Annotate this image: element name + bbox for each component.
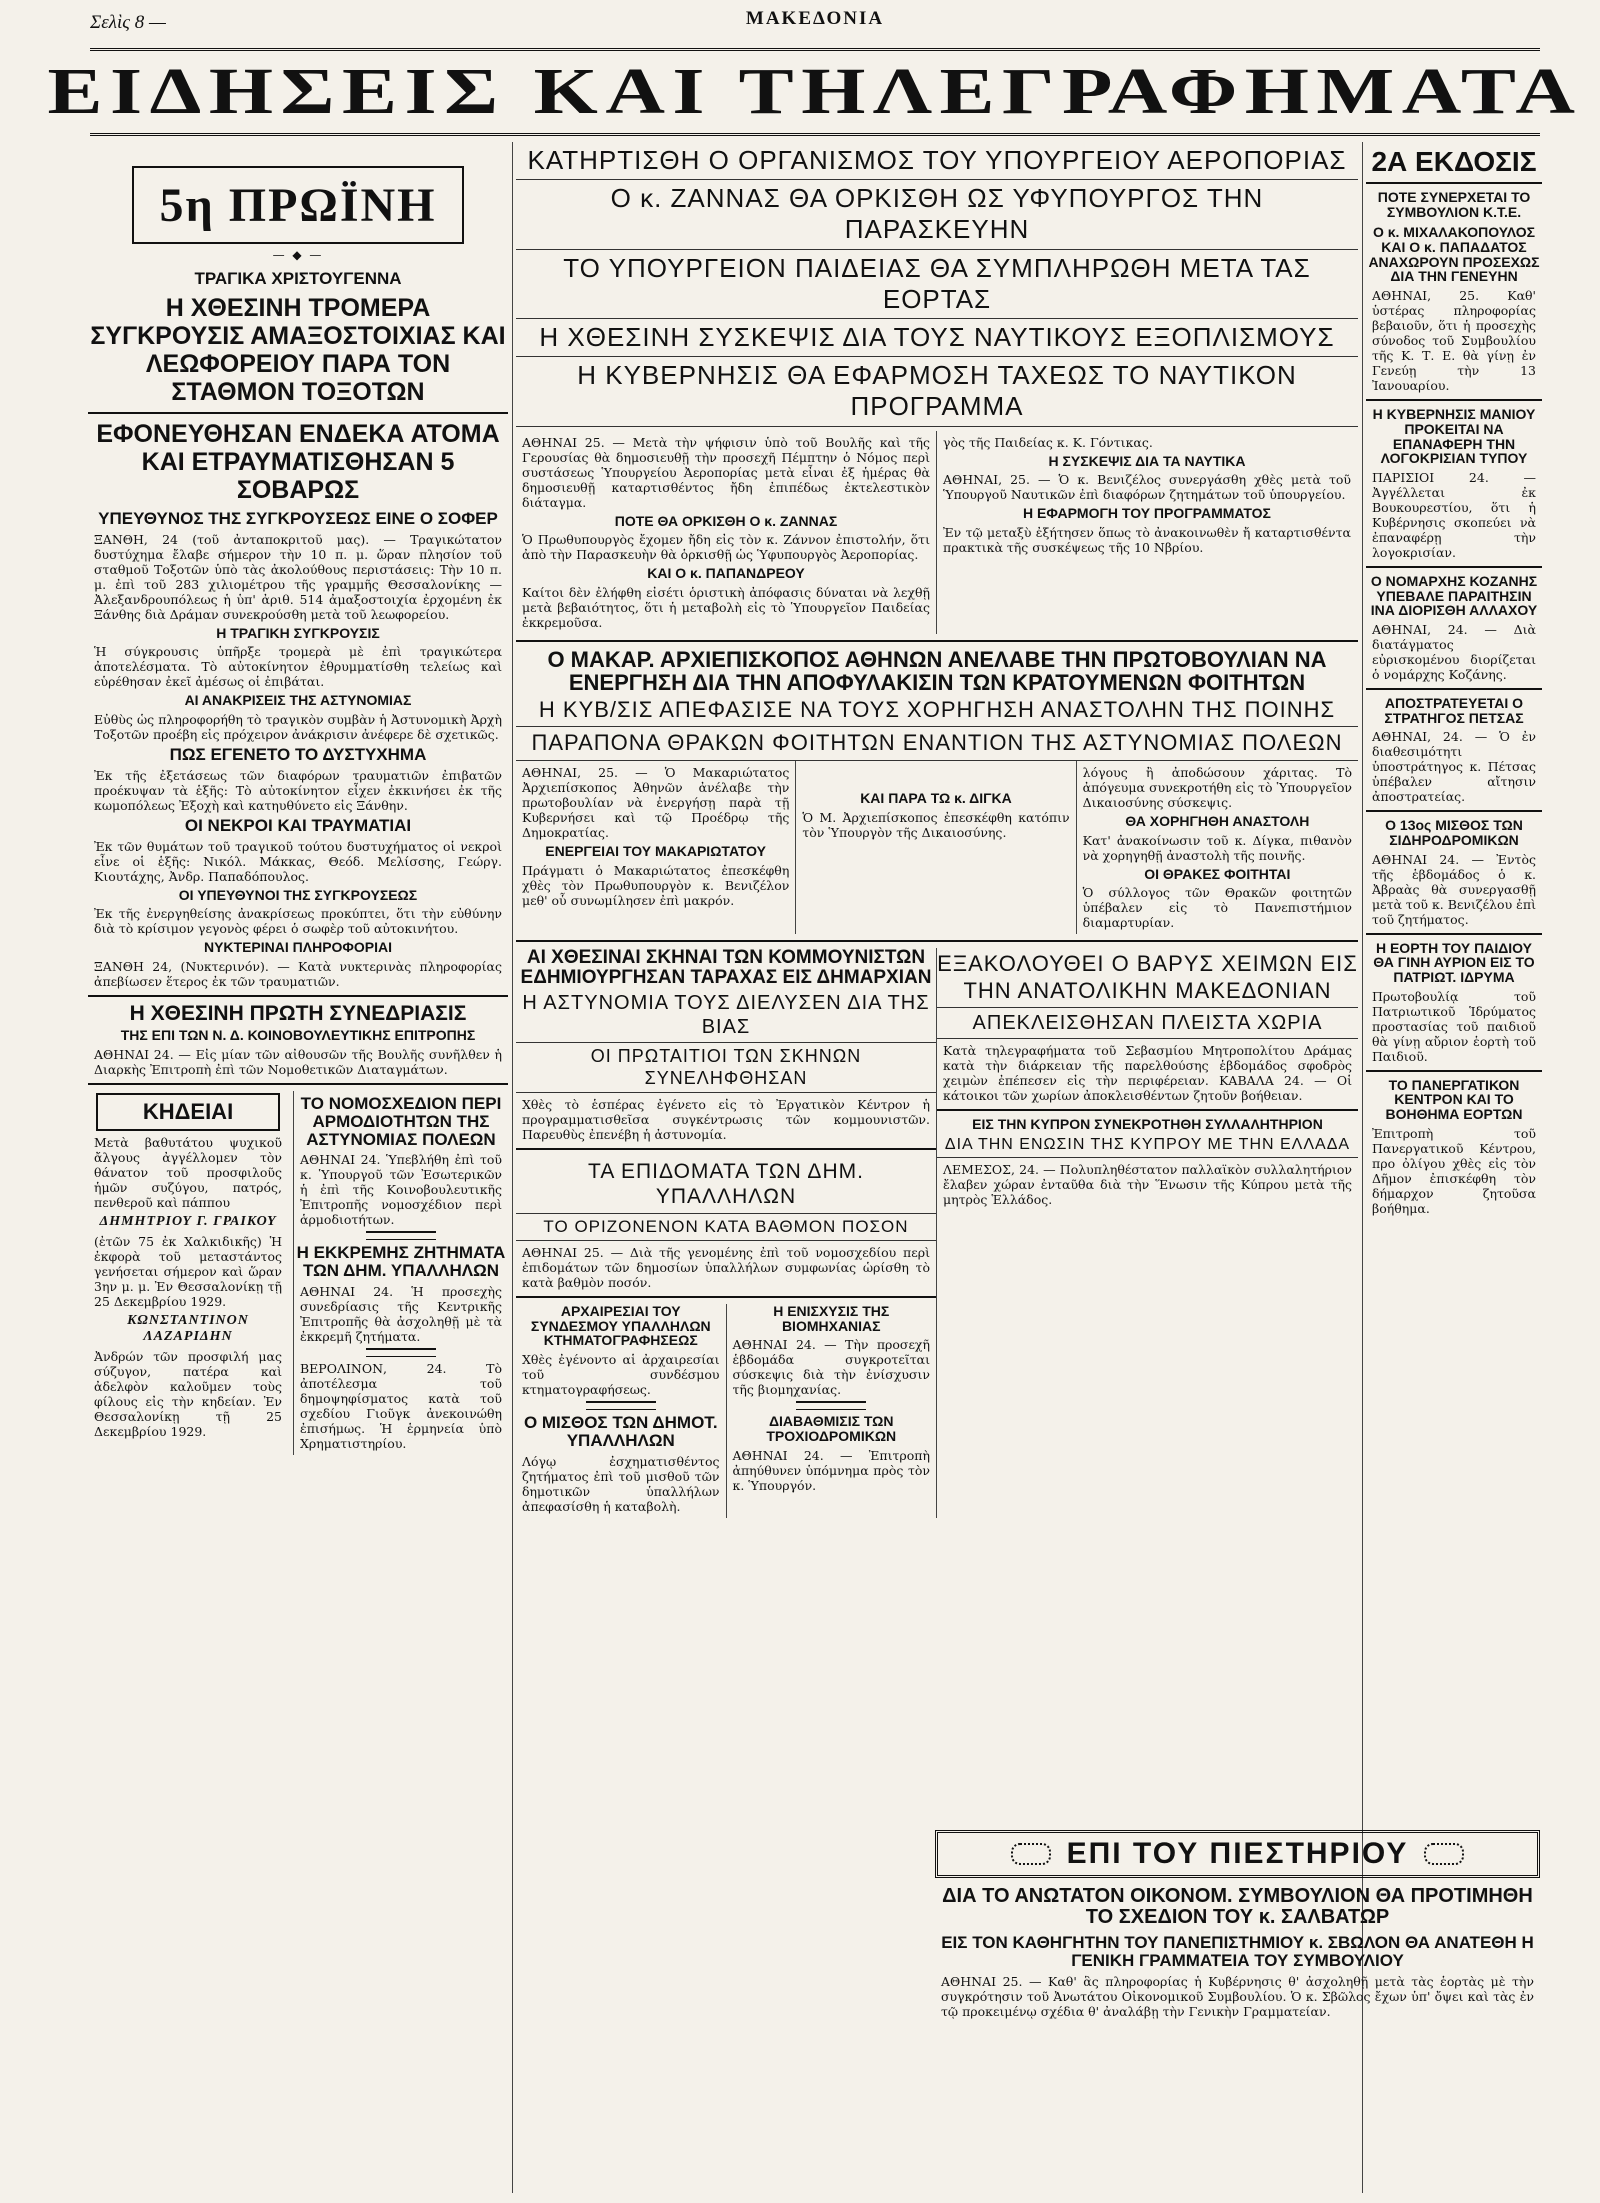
subcolumn (796, 761, 1076, 934)
divider (88, 1083, 508, 1085)
headline: ΕΙΣ ΤΗΝ ΚΥΠΡΟΝ ΣΥΝΕΚΡΟΤΗΘΗ ΣΥΛΛΑΛΗΤΗΡΙΟΝ (972, 1116, 1323, 1132)
headline: ΔΙΑ ΤΟ ΑΝΩΤΑΤΟΝ ΟΙΚΟΝΟΜ. ΣΥΜΒΟΥΛΙΟΝ ΘΑ ΠΡΟΤΙΜΗΘΗ ΤΟ ΣΧΕΔΙΟΝ ΤΟΥ κ. ΣΑΛΒΑΤΩΡ (942, 1885, 1533, 1928)
subcolumn (516, 761, 796, 934)
headline: ΤΑ ΕΠΙΔΟΜΑΤΑ ΤΩΝ ΔΗΜ. ΥΠΑΛΛΗΛΩΝ (516, 1156, 936, 1213)
column-rule (512, 142, 513, 2193)
divider (1366, 933, 1542, 935)
headline: ΚΑΤΗΡΤΙΣΘΗ Ο ΟΡΓΑΝΙΣΜΟΣ ΤΟΥ ΥΠΟΥΡΓΕΙΟΥ ΑΕΡΟΠΟΡΙΑΣ (516, 142, 1358, 180)
article-text: Κατὰ τηλεγραφήματα τοῦ Σεβασμίου Μητροπολίτου Δράμας κατὰ τὴν διάρκειαν τῆς παρελθούσης ἑβδομάδος σφοδρὸς χειμὼν ἐπέπεσεν εἰς τὴν περιφέρειαν. ΚΑΒΑΛΑ 24. — Οἱ κάτοικοι τῶν χωρίων ἀποκλεισθέντων ζητοῦν βοήθειαν. (943, 1043, 1352, 1103)
divider (516, 640, 1358, 642)
headline: ΤΟ ΟΡΙΖΟΝΕΝΟΝ ΚΑΤΑ ΒΑΘΜΟΝ ΠΟΣΟΝ (516, 1214, 936, 1241)
kicker: ΤΡΑΓΙΚΑ ΧΡΙΣΤΟΥΓΕΝΝΑ (194, 269, 402, 288)
article-text: Ἐπιτροπὴ τοῦ Πανεργατικοῦ Κέντρου, προ ὀλίγου χθὲς εἰς τὸν Δῆμον ἐπισκέφθη τὸν δήμαρχον ζητοῦσα βοήθημα. (1372, 1125, 1536, 1216)
article-text: ΑΘΗΝΑΙ 24. — Τὴν προσεχῆ ἑβδομάδα συγκροτεῖται σύσκεψις διὰ τὴν ἐνίσχυσιν τῆς βιομηχανίας. (732, 1337, 930, 1398)
article-text: Χθὲς ἐγένοντο αἱ ἀρχαιρεσίαι τοῦ συνδέσμου κτηματογραφήσεως. (522, 1352, 720, 1398)
headline: Η ΧΘΕΣΙΝΗ ΤΡΟΜΕΡΑ ΣΥΓΚΡΟΥΣΙΣ ΑΜΑΞΟΣΤΟΙΧΙΑΣ ΚΑΙ ΛΕΩΦΟΡΕΙΟΥ ΠΑΡΑ ΤΟΝ ΣΤΑΘΜΟΝ ΤΟΞΟΤΩΝ (90, 293, 506, 406)
article-text: Ἐκ τῆς ἐνεργηθείσης ἀνακρίσεως προκύπτει, ὅτι τὴν εὐθύνην διὰ τὸ κρίσιμον γεγονὸς φέρει ὁ σωφὲρ τοῦ αὐτοκινήτου. (94, 906, 502, 937)
article-text: ΑΘΗΝΑΙ, 24. — Διὰ διατάγματος εὐρισκομένου διορίζεται ὁ νομάρχης Κοζάνης. (1372, 621, 1536, 682)
ornament-divider: — ◆ — (272, 248, 324, 262)
headline: Η ΕΝΙΣΧΥΣΙΣ ΤΗΣ ΒΙΟΜΗΧΑΝΙΑΣ (773, 1303, 890, 1334)
article-text: Ὁ Πρωθυπουργὸς ἔχομεν ἤδη εἰς τὸν κ. Ζάννον ἐπιστολήν, ὅτι ἀπὸ τὴν Παρασκευὴν θὰ ὁρκισθῇ ὡς Ὑφυπουργὸς Ἀεροπορίας. (522, 532, 930, 563)
divider (937, 1109, 1358, 1111)
article-text: Εὐθὺς ὡς πληροφορήθη τὸ τραγικὸν συμβὰν ἡ Ἀστυνομικὴ Ἀρχὴ Τοξοτῶν προέβη εἰς πρόχειρον ἀνάκρισιν ἀνέφερε δὲ σχετικῶς. (94, 712, 502, 743)
obituary-header-box (96, 1093, 280, 1131)
article-text: Πράγματι ὁ Μακαριώτατος ἐπεσκέφθη χθὲς τὸν Πρωθυπουργὸν κ. Βενιζέλον μεθ' οὗ συνωμίλησεν ἐπὶ μακρόν. (522, 862, 790, 908)
headline: ΕΞΑΚΟΛΟΥΘΕΙ Ο ΒΑΡΥΣ ΧΕΙΜΩΝ ΕΙΣ ΤΗΝ ΑΝΑΤΟΛΙΚΗΝ ΜΑΚΕΔΟΝΙΑΝ (937, 948, 1358, 1008)
headline: Ο κ. ΖΑΝΝΑΣ ΘΑ ΟΡΚΙΣΘΗ ΩΣ ΥΦΥΠΟΥΡΓΟΣ ΤΗΝ ΠΑΡΑΣΚΕΥΗΝ (516, 180, 1358, 249)
divider (366, 1348, 436, 1357)
headline: Η ΑΣΤΥΝΟΜΙΑ ΤΟΥΣ ΔΙΕΛΥΣΕΝ ΔΙΑ ΤΗΣ ΒΙΑΣ (516, 988, 936, 1043)
headline: ΠΑΡΑΠΟΝΑ ΘΡΑΚΩΝ ΦΟΙΤΗΤΩΝ ΕΝΑΝΤΙΟΝ ΤΗΣ ΑΣΤΥΝΟΜΙΑΣ ΠΟΛΕΩΝ (516, 727, 1358, 760)
subhead: ΑΙ ΑΝΑΚΡΙΣΕΙΣ ΤΗΣ ΑΣΤΥΝΟΜΙΑΣ (184, 692, 412, 709)
edition-box (1366, 142, 1542, 184)
article-text: ΑΘΗΝΑΙ, 25. — Ὁ κ. Βενιζέλος συνεργάσθη χθὲς μετὰ τοῦ Ὑπουργοῦ Ναυτικῶν ἐπὶ διαφόρων ζητημάτων τοῦ ὑπουργείου. (943, 472, 1351, 503)
divider (796, 1401, 866, 1410)
headline: Η ΚΥΒΕΡΝΗΣΙΣ ΘΑ ΕΦΑΡΜΟΣΗ ΤΑΧΕΩΣ ΤΟ ΝΑΥΤΙΚΟΝ ΠΡΟΓΡΑΜΜΑ (516, 357, 1358, 426)
headline: Η ΕΟΡΤΗ ΤΟΥ ΠΑΙΔΙΟΥ ΘΑ ΓΙΝΗ ΑΥΡΙΟΝ ΕΙΣ ΤΟ ΠΑΤΡΙΩΤ. ΙΔΡΥΜΑ (1373, 939, 1535, 986)
subhead: ΘΑ ΧΟΡΗΓΗΘΗ ΑΝΑΣΤΟΛΗ (1125, 812, 1310, 829)
article-text: ΑΘΗΝΑΙ, 25. Καθ' ὑστέρας πληροφορίας βεβαιοῦν, ὅτι ἡ προσεχὴς σύνοδος τοῦ Συμβουλίου τῆς Κ. Τ. Ε. θὰ γίνῃ ἐν Γενεύῃ τὴν 13 Ἰανουαρίου. (1372, 288, 1536, 394)
headline: ΤΟ ΥΠΟΥΡΓΕΙΟΝ ΠΑΙΔΕΙΑΣ ΘΑ ΣΥΜΠΛΗΡΩΘΗ ΜΕΤΑ ΤΑΣ ΕΟΡΤΑΣ (516, 250, 1358, 319)
article-text: ΑΘΗΝΑΙ 24. — Ἐπιτροπὴ ἀπηύθυνεν ὑπόμνημα πρὸς τὸν κ. Ὑπουργόν. (732, 1447, 930, 1493)
obituary-text: Ἀνδρών τῶν προσφιλή μας σύζυγον, πατέρα καὶ ἀδελφὸν καλοῦμεν τοὺς φίλους εἰς τὴν κηδείαν. Ἐν Θεσσαλονίκῃ τῇ 25 Δεκεμβρίου 1929. (94, 1348, 282, 1439)
press-section (935, 1830, 1540, 2023)
subhead: Η ΣΥΣΚΕΨΙΣ ΔΙΑ ΤΑ ΝΑΥΤΙΚΑ (1048, 452, 1246, 469)
article-text: Πρωτοβουλίᾳ τοῦ Πατριωτικοῦ Ἱδρύματος προστασίας τοῦ παιδιοῦ θὰ γίνῃ αὔριον ἑορτὴ τοῦ Παιδιοῦ. (1372, 988, 1536, 1064)
obituary-text: (ἐτῶν 75 ἐκ Χαλκιδικῆς) Ἡ ἐκφορὰ τοῦ μεταστάντος γενήσεται σήμερον καὶ ὥραν 3ην μ. μ. Ἐν Θεσσαλονίκῃ τῇ 25 Δεκεμβρίου 1929. (94, 1233, 282, 1309)
divider (1366, 399, 1542, 401)
article-text: ΒΕΡΟΛΙΝΟΝ, 24. Τὸ ἀποτέλεσμα τοῦ δημοψηφίσματος κατὰ τοῦ σχεδίου Γιοῦγκ ἀνεκοινώθη ἐπισήμως. Ἡ ἑρμηνεία ὑπὸ Χρηματιστηρίου. (300, 1361, 502, 1452)
ornament-icon (1011, 1843, 1051, 1865)
divider (586, 1401, 656, 1410)
subhead: Η ΕΦΑΡΜΟΓΗ ΤΟΥ ΠΡΟΓΡΑΜΜΑΤΟΣ (1023, 505, 1271, 522)
subhead: ΟΙ ΝΕΚΡΟΙ ΚΑΙ ΤΡΑΥΜΑΤΙΑΙ (184, 815, 412, 835)
headline: Η ΚΥΒ/ΣΙΣ ΑΠΕΦΑΣΙΣΕ ΝΑ ΤΟΥΣ ΧΟΡΗΓΗΣΗ ΑΝΑΣΤΟΛΗΝ ΤΗΣ ΠΟΙΝΗΣ (516, 694, 1358, 727)
obituaries (88, 1091, 288, 1443)
subhead: ΕΝΕΡΓΕΙΑΙ ΤΟΥ ΜΑΚΑΡΙΩΤΑΤΟΥ (545, 842, 767, 859)
headline: Ο ΝΟΜΑΡΧΗΣ ΚΟΖΑΝΗΣ ΥΠΕΒΑΛΕ ΠΑΡΑΙΤΗΣΙΝ ΙΝΑ ΔΙΟΡΙΣΘΗ ΑΛΛΑΧΟΥ (1370, 572, 1538, 619)
column-left-sub (293, 1091, 508, 1455)
subhead: ΟΙ ΘΡΑΚΕΣ ΦΟΙΤΗΤΑΙ (1144, 865, 1291, 882)
paper-name: ΜΑΚΕΔΟΝΙΑ (745, 8, 885, 29)
headline: Η ΚΥΒΕΡΝΗΣΙΣ ΜΑΝΙΟΥ ΠΡΟΚΕΙΤΑΙ ΝΑ ΕΠΑΝΑΦΕΡΗ ΤΗΝ ΛΟΓΟΚΡΙΣΙΑΝ ΤΥΠΟΥ (1372, 406, 1536, 467)
subcolumn (516, 431, 937, 634)
article-text: Ἡ σύγκρουσις ὑπῆρξε τρομερὰ μὲ ἐπὶ τραγικώτερα ἀποτελέσματα. Τὸ αὐτοκίνητον ἐθρυμματίσθη τελείως καὶ εὑρέθησαν ἐκεῖ ἀμέσως οἱ ἐπιβάται. (94, 644, 502, 690)
article-text: ΑΘΗΝΑΙ 25. — Διὰ τῆς γενομένης ἐπὶ τοῦ νομοσχεδίου περὶ ἐπιδομάτων τῶν δημοσίων ὑπαλλήλων συμφωνίας ὡρίσθη τὸ κατὰ βαθμὸν ποσόν. (522, 1245, 930, 1291)
article-text: Ὁ σύλλογος τῶν Θρακῶν φοιτητῶν ὑπέβαλεν εἰς τὸ Πανεπιστήμιον διαμαρτυρίαν. (1082, 885, 1352, 931)
article-text: Ἐν τῷ μεταξὺ ἐξήτησεν ὅπως τὸ ἀνακοινωθὲν ἤ καταρτισθέντα πρακτικὰ τῆς συσκέψεως τῆς 10 Νβρίου. (943, 524, 1351, 555)
column-center (516, 142, 1358, 1518)
subcolumn (937, 948, 1358, 1518)
article-text: λόγους ἢ ἀποδώσουν χάριτας. Τὸ ἀπόγευμα συνεκροτήθη εἰς τὸ Ὑπουργεῖον Δικαιοσύνης σύσκεψις. (1082, 764, 1352, 810)
aero-section (516, 431, 1358, 634)
article-lead: ΞΑΝΘΗ, 24 (τοῦ ἀνταποκριτοῦ μας). — Τραγικώτατον δυστύχημα ἔλαβε σήμερον τὴν 10 π. μ. ὥραν πλησίον τοῦ σταθμοῦ Τοξοτῶν ὑπὸ τὰς ἀκολούθους περιστάσεις: Τὴν 10 π. μ. ἐπὶ τοῦ 283 χιλιομέτρου τῆς γραμμῆς Θεσσαλονίκης — Ἀλεξανδρουπόλεως ἡ ὑπ' ἀριθ. 514 ἀμαξοστοιχία ἐρχομένη ἐκ Ξάνθης διὰ Δράμαν συνεκρούσθη μετὰ τοῦ λεωφορείου. (94, 531, 502, 622)
subcolumn (516, 1304, 727, 1518)
article-text: Λόγῳ ἐσχηματισθέντος ζητήματος ἐπὶ τοῦ μισθοῦ τῶν δημοτικῶν ὑπαλλήλων ἀπεφασίσθη ἡ καταβολὴ. (522, 1453, 720, 1514)
subhead: ΟΙ ΥΠΕΥΘΥΝΟΙ ΤΗΣ ΣΥΓΚΡΟΥΣΕΩΣ (178, 886, 418, 903)
subhead: ΝΥΚΤΕΡΙΝΑΙ ΠΛΗΡΟΦΟΡΙΑΙ (203, 939, 393, 956)
article-text: ΑΘΗΝΑΙ 25. — Καθ' ἃς πληροφορίας ἡ Κυβέρνησις θ' ἀσχοληθῇ μετὰ τὰς ἑορτὰς μὲ τὴν συγκρότησιν τοῦ Ἀνωτάτου Οἰκονομικοῦ Συμβουλίου. Ὁ κ. Σβῶλος ἔχων ὑπ' ὄψει καὶ τὰς ἐν τῷ προκειμένῳ σχέδια θ' ἀναλάβῃ τὴν Γενικὴν Γραμματείαν. (941, 1973, 1534, 2019)
small-items (516, 1304, 936, 1518)
subhead: ΚΑΙ Ο κ. ΠΑΠΑΝΔΡΕΟΥ (647, 565, 805, 582)
headline: ΟΙ ΠΡΩΤΑΙΤΙΟΙ ΤΩΝ ΣΚΗΝΩΝ ΣΥΝΕΛΗΦΘΗΣΑΝ (516, 1043, 936, 1093)
lower-center (516, 948, 1358, 1518)
article-text: Χθὲς τὸ ἑσπέρας ἐγένετο εἰς τὸ Ἐργατικὸν Κέντρον ἡ προγραμματισθεῖσα συγκέντρωσις τῶν κομμουνιστῶν. Παρευθὺς ἐπενέβη ἡ ἀστυνομία. (522, 1097, 930, 1143)
article-text: ΑΘΗΝΑΙ 24. — Ἐντὸς τῆς ἑβδομάδος ὁ κ. Ἀβραὰς θὰ συνεργασθῇ μετὰ τοῦ κ. Βενιζέλου ἐπὶ τοῦ ζητήματος. (1372, 851, 1536, 927)
subheadline: ΤΗΣ ΕΠΙ ΤΩΝ Ν. Δ. ΚΟΙΝΟΒΟΥΛΕΥΤΙΚΗΣ ΕΠΙΤΡΟΠΗΣ (120, 1027, 476, 1044)
headline: ΑΙ ΧΘΕΣΙΝΑΙ ΣΚΗΝΑΙ ΤΩΝ ΚΟΜΜΟΥΝΙΣΤΩΝ ΕΔΗΜΙΟΥΡΓΗΣΑΝ ΤΑΡΑΧΑΣ ΕΙΣ ΔΗΜΑΡΧΙΑΝ (520, 947, 932, 989)
headline: Η ΧΘΕΣΙΝΗ ΠΡΩΤΗ ΣΥΝΕΔΡΙΑΣΙΣ (129, 1002, 467, 1026)
headline: ΑΡΧΑΙΡΕΣΙΑΙ ΤΟΥ ΣΥΝΔΕΣΜΟΥ ΥΠΑΛΛΗΛΩΝ ΚΤΗΜΑΤΟΓΡΑΦΗΣΕΩΣ (530, 1303, 711, 1349)
divider (1366, 566, 1542, 568)
article-text: ΑΘΗΝΑΙ 24. Ὑπεβλήθη ἐπὶ τοῦ κ. Ὑπουργοῦ τῶν Ἐσωτερικῶν ἡ ἐπὶ τῆς Κοινοβουλευτικῆς Ἐπιτροπῆς νομοσχέδιον περὶ ἁρμοδιοτήτων. (300, 1152, 502, 1228)
article-text: ΞΑΝΘΗ 24, (Νυκτερινόν). — Κατὰ νυκτερινὰς πληροφορίας ἀπεβίωσεν ἕτερος ἐκ τῶν τραυματιῶν. (94, 959, 502, 990)
article-text: Καίτοι δὲν ἐλήφθη εἰσέτι ὁριστικὴ ἀπόφασις δύναται νὰ λεχθῇ μετὰ βεβαιότητος, ὅτι ἡ μεταβολὴ εἰς τὸ Ὑπουργεῖον Παιδείας ἐκκρεμοῦσα. (522, 584, 930, 630)
subhead: ΠΟΤΕ ΘΑ ΟΡΚΙΣΘΗ Ο κ. ΖΑΝΝΑΣ (614, 512, 838, 529)
subhead: ΠΩΣ ΕΓΕΝΕΤΟ ΤΟ ΔΥΣΤΥΧΗΜΑ (169, 745, 427, 765)
headline: ΠΟΤΕ ΣΥΝΕΡΧΕΤΑΙ ΤΟ ΣΥΜΒΟΥΛΙΟΝ Κ.Τ.Ε. (1377, 189, 1531, 220)
article-text: Κατ' ἀνακοίνωσιν τοῦ κ. Δίγκα, πιθανὸν νὰ χορηγηθῇ ἀναστολὴ τῆς ποινῆς. (1082, 832, 1352, 863)
subcolumn (1077, 761, 1358, 934)
headline: Ο κ. ΜΙΧΑΛΑΚΟΠΟΥΛΟΣ ΚΑΙ Ο κ. ΠΑΠΑΔΑΤΟΣ ΑΝΑΧΩΡΟΥΝ ΠΡΟΣΕΧΩΣ ΔΙΑ ΤΗΝ ΓΕΝΕΥΗΝ (1368, 224, 1540, 285)
headline: ΑΠΕΚΛΕΙΣΘΗΣΑΝ ΠΛΕΙΣΤΑ ΧΩΡΙΑ (937, 1008, 1358, 1039)
headline: ΤΟ ΠΑΝΕΡΓΑΤΙΚΟΝ ΚΕΝΤΡΟΝ ΚΑΙ ΤΟ ΒΟΗΘΗΜΑ ΕΟΡΤΩΝ (1385, 1076, 1523, 1123)
masthead (90, 6, 1540, 34)
headline: Ο ΜΑΚΑΡ. ΑΡΧΙΕΠΙΣΚΟΠΟΣ ΑΘΗΝΩΝ ΑΝΕΛΑΒΕ ΤΗΝ ΠΡΩΤΟΒΟΥΛΙΑΝ ΝΑ ΕΝΕΡΓΗΣΗ ΔΙΑ ΤΗΝ ΑΠΟΦΥΛΑΚΙΣΙΝ ΤΩΝ ΚΡΑΤΟΥΜΕΝΩΝ ΦΟΙΤΗΤΩΝ (547, 646, 1327, 695)
edition-label: 5η ΠΡΩΪΝΗ (159, 178, 437, 232)
subcolumn (937, 431, 1357, 634)
divider (516, 940, 1358, 942)
section-banner (47, 48, 1583, 136)
article-text: ΑΘΗΝΑΙ 25. — Μετὰ τὴν ψήφισιν ὑπὸ τοῦ Βουλῆς καὶ τῆς Γερουσίας θὰ δημοσιευθῇ τὴν προσεχῆ Πέμπτην ὁ Νόμος περὶ συστάσεως Ὑπουργείου Ἀεροπορίας μετὰ εἶναι ἐξ ἡμέρας θὰ δημοσιευθῇ καταρτισθέντος ἤδη ἐπιπέδως ἐκτελεστικὸν διάταγμα. (522, 434, 930, 510)
article-text: Ὁ Μ. Ἀρχιεπίσκοπος ἐπεσκέφθη κατόπιν τὸν Ὑπουργὸν τῆς Δικαιοσύνης. (802, 809, 1070, 840)
obituary-intro: Μετὰ βαθυτάτου ψυχικοῦ ἄλγους ἀγγέλλομεν τὸν θάνατον τοῦ προσφιλοῦς ἡμῶν συζύγου, πατρός, πενθεροῦ καὶ πάππου (94, 1134, 282, 1210)
headline: ΑΠΟΣΤΡΑΤΕΥΕΤΑΙ Ο ΣΤΡΑΤΗΓΟΣ ΠΕΤΣΑΣ (1384, 694, 1524, 726)
article-text: γὸς τῆς Παιδείας κ. Κ. Γόντικας. (943, 434, 1153, 450)
edition-label: 2Α ΕΚΔΟΣΙΣ (1371, 146, 1537, 177)
headline: ΕΙΣ ΤΟΝ ΚΑΘΗΓΗΤΗΝ ΤΟΥ ΠΑΝΕΠΙΣΤΗΜΙΟΥ κ. ΣΒΩΛΟΝ ΘΑ ΑΝΑΤΕΘΗ Η ΓΕΝΙΚΗ ΓΡΑΜΜΑΤΕΙΑ ΤΟΥ ΣΥΜΒΟΥΛΙΟΥ (941, 1933, 1534, 1970)
page-number: Σελὶς 8 — (90, 12, 166, 33)
headline: Ο 13ος ΜΙΣΘΟΣ ΤΩΝ ΣΙΔΗΡΟΔΡΟΜΙΚΩΝ (1385, 817, 1523, 848)
obituary-name: ΚΩΝΣΤΑΝΤΙΝΟΝ ΛΑΖΑΡΙΔΗΝ (127, 1312, 249, 1344)
divider (88, 412, 508, 414)
divider (1366, 810, 1542, 812)
article-text: ΠΑΡΙΣΙΟΙ 24. — Ἀγγέλλεται ἐκ Βουκουρεστίου, ὅτι ἡ Κυβέρνησις σκοπεύει νὰ ἐπαναφέρῃ τὴν λογοκρισίαν. (1372, 469, 1536, 560)
divider (1366, 688, 1542, 690)
subcolumn (516, 948, 937, 1518)
ornament-icon (1424, 1843, 1464, 1865)
headline: ΔΙΑ ΤΗΝ ΕΝΩΣΙΝ ΤΗΣ ΚΥΠΡΟΥ ΜΕ ΤΗΝ ΕΛΛΑΔΑ (937, 1132, 1358, 1158)
press-header-box (935, 1830, 1540, 1878)
headline: ΕΦΟΝΕΥΘΗΣΑΝ ΕΝΔΕΚΑ ΑΤΟΜΑ ΚΑΙ ΕΤΡΑΥΜΑΤΙΣΘΗΣΑΝ 5 ΣΟΒΑΡΩΣ (96, 419, 500, 504)
divider (88, 995, 508, 997)
headline: Η ΕΚΚΡΕΜΗΣ ΖΗΤΗΜΑΤΑ ΤΩΝ ΔΗΜ. ΥΠΑΛΛΗΛΩΝ (296, 1243, 506, 1281)
headline: ΤΟ ΝΟΜΟΣΧΕΔΙΟΝ ΠΕΡΙ ΑΡΜΟΔΙΟΤΗΤΩΝ ΤΗΣ ΑΣΤΥΝΟΜΙΑΣ ΠΟΛΕΩΝ (300, 1093, 502, 1149)
divider (366, 1231, 436, 1240)
divider (1366, 1070, 1542, 1072)
article-text: ΑΘΗΝΑΙ 24. — Εἰς μίαν τῶν αἰθουσῶν τῆς Βουλῆς συνῆλθεν ἡ Διαρκὴς Ἐπιτροπὴ ἐπὶ τῶν Νομοθετικῶν Διαταγμάτων. (94, 1046, 502, 1077)
article-text: ΛΕΜΕΣΟΣ, 24. — Πολυπληθέστατον παλλαϊκὸν συλλαλητήριον ἔλαβεν χώραν ἐνταῦθα διὰ τὴν Ἕνωσιν τῆς Κύπρου μετὰ τῆς μητρὸς Ἑλλάδος. (943, 1161, 1352, 1207)
headline: ΔΙΑΒΑΘΜΙΣΙΣ ΤΩΝ ΤΡΟΧΙΟΔΡΟΜΙΚΩΝ (766, 1413, 897, 1445)
article-text: Ἐκ τῆς ἐξετάσεως τῶν διαφόρων τραυματιῶν ἐπιβατῶν προέκυψαν τὰ ἑξῆς: Τὸ αὐτοκίνητον εἶχεν ἐκκινήσει ἐκ τῆς κωμοπόλεως Ἐξοχὴ καὶ κατηυθύνετο εἰς Ξάνθην. (94, 767, 502, 813)
section-banner-title: ΕΙΔΗΣΕΙΣ ΚΑΙ ΤΗΛΕΓΡΑΦΗΜΑΤΑ (47, 55, 1583, 128)
edition-box (132, 166, 464, 244)
archbishop-section (516, 761, 1358, 934)
obituary-header: ΚΗΔΕΙΑΙ (142, 1098, 234, 1124)
subcolumn (727, 1304, 937, 1518)
subhead: ΚΑΙ ΠΑΡΑ ΤΩ κ. ΔΙΓΚΑ (860, 789, 1012, 806)
subheadline: ΥΠΕΥΘΥΝΟΣ ΤΗΣ ΣΥΓΚΡΟΥΣΕΩΣ ΕΙΝΕ Ο ΣΟΦΕΡ (98, 508, 498, 528)
headline: Ο ΜΙΣΘΟΣ ΤΩΝ ΔΗΜΟΤ. ΥΠΑΛΛΗΛΩΝ (523, 1413, 718, 1450)
article-text: ΑΘΗΝΑΙ, 25. — Ὁ Μακαριώτατος Ἀρχιεπίσκοπος Ἀθηνῶν ἀνέλαβε τὴν πρωτοβουλίαν νὰ ἐνεργήσῃ παρὰ τῇ Κυβερνήσει καὶ τῷ Προέδρῳ τῆς Δημοκρατίας. (522, 764, 790, 840)
obituary-name: ΔΗΜΗΤΡΙΟΥ Γ. ΓΡΑΙΚΟΥ (99, 1213, 277, 1229)
article-text: Ἐκ τῶν θυμάτων τοῦ τραγικοῦ τούτου δυστυχήματος οἱ νεκροὶ εἶνε οἱ ἑξῆς: Νικόλ. Μάκκας, Θεόδ. Μελίσσης, Γεώργ. Κιουτάχης, Ἀνδρ. Παπαδόπουλος. (94, 838, 502, 884)
divider (516, 1148, 936, 1150)
press-header: ΕΠΙ ΤΟΥ ΠΙΕΣΤΗΡΙΟΥ (1066, 1837, 1409, 1870)
article-text: ΑΘΗΝΑΙ 24. Ἡ προσεχὴς συνεδρίασις τῆς Κεντρικῆς Ἐπιτροπῆς θὰ ἀσχοληθῇ μὲ τὰ ἐκκρεμῆ ζητήματα. (300, 1284, 502, 1345)
article-text: ΑΘΗΝΑΙ, 24. — Ὁ ἐν διαθεσιμότητι ὑποστράτηγος κ. Πέτσας ὑπέβαλεν αἴτησιν ἀποστρατείας. (1372, 729, 1536, 805)
column-right (1366, 142, 1542, 1220)
column-left (88, 142, 508, 1455)
subhead: Η ΤΡΑΓΙΚΗ ΣΥΓΚΡΟΥΣΙΣ (216, 624, 380, 641)
headline: Η ΧΘΕΣΙΝΗ ΣΥΣΚΕΨΙΣ ΔΙΑ ΤΟΥΣ ΝΑΥΤΙΚΟΥΣ ΕΞΟΠΛΙΣΜΟΥΣ (516, 319, 1358, 357)
divider (516, 1296, 936, 1298)
